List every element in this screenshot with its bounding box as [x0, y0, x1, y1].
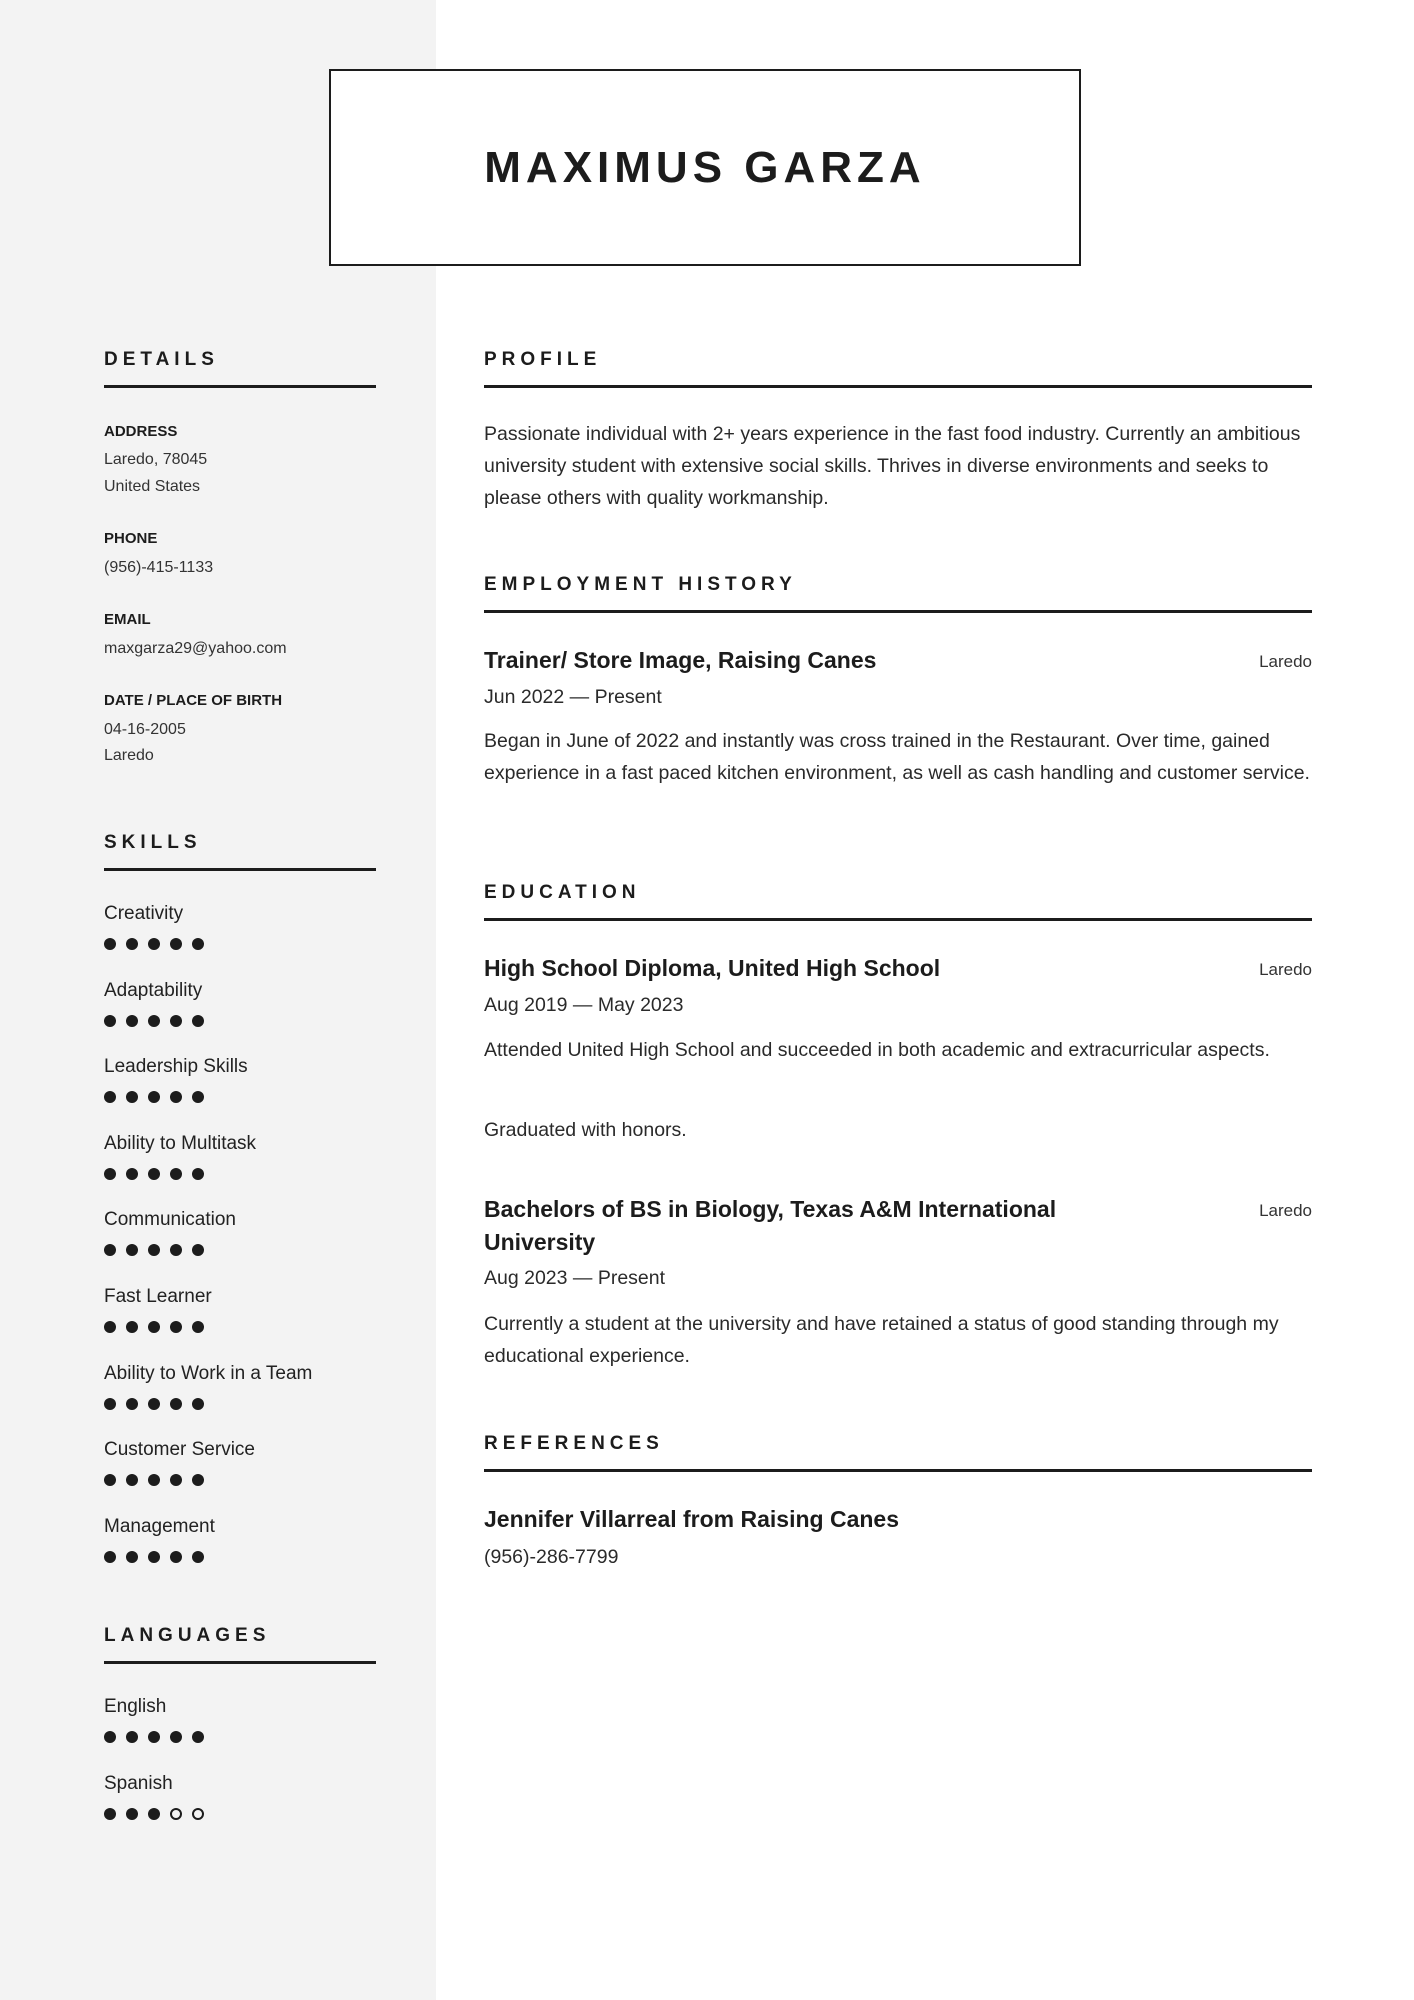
- rating-dot-filled: [170, 1091, 182, 1103]
- rating-dot-filled: [192, 1731, 204, 1743]
- rating-dot-filled: [192, 1551, 204, 1563]
- education-description: Currently a student at the university and have retained a status of good standing through my educational experience.: [484, 1313, 1279, 1367]
- rating-dot-filled: [126, 938, 138, 950]
- education-dates: Aug 2019 — May 2023: [484, 994, 684, 1016]
- references-heading: REFERENCES: [484, 1433, 1312, 1472]
- skill-rating: [104, 1091, 204, 1103]
- rating-dot-filled: [170, 1015, 182, 1027]
- rating-dot-filled: [192, 1321, 204, 1333]
- skill-name: Management: [104, 1515, 215, 1537]
- rating-dot-filled: [126, 1551, 138, 1563]
- rating-dot-filled: [104, 1015, 116, 1027]
- rating-dot-filled: [148, 1398, 160, 1410]
- address-line1: Laredo, 78045: [104, 451, 208, 468]
- rating-dot-filled: [104, 1321, 116, 1333]
- skill-rating: [104, 1474, 204, 1486]
- rating-dot-filled: [126, 1398, 138, 1410]
- rating-dot-filled: [104, 1474, 116, 1486]
- rating-dot-filled: [192, 1091, 204, 1103]
- reference-name: Jennifer Villarreal from Raising Canes: [484, 1506, 900, 1532]
- rating-dot-filled: [104, 1551, 116, 1563]
- skill-rating: [104, 1321, 204, 1333]
- rating-dot-filled: [104, 1808, 116, 1820]
- rating-dot-filled: [148, 1091, 160, 1103]
- language-name: English: [104, 1696, 167, 1717]
- education-location: Laredo: [1259, 1201, 1312, 1220]
- phone-value: (956)-415-1133: [104, 559, 214, 576]
- rating-dot-filled: [148, 1168, 160, 1180]
- name-box: [329, 69, 1081, 266]
- rating-dot-filled: [126, 1321, 138, 1333]
- language-rating: [104, 1808, 204, 1820]
- profile-heading: PROFILE: [484, 349, 1312, 388]
- employment-heading: EMPLOYMENT HISTORY: [484, 574, 1312, 613]
- rating-dot-filled: [104, 1398, 116, 1410]
- rating-dot-filled: [170, 1398, 182, 1410]
- skill-rating: [104, 1244, 204, 1256]
- rating-dot-filled: [104, 1731, 116, 1743]
- skill-rating: [104, 1398, 204, 1410]
- phone-label: PHONE: [104, 530, 158, 547]
- rating-dot-filled: [192, 1168, 204, 1180]
- rating-dot-filled: [126, 1808, 138, 1820]
- skill-rating: [104, 1551, 204, 1563]
- education-dates: Aug 2023 — Present: [484, 1267, 666, 1289]
- rating-dot-filled: [148, 938, 160, 950]
- skill-name: Communication: [104, 1209, 236, 1231]
- birth-label: DATE / PLACE OF BIRTH: [104, 692, 283, 709]
- rating-dot-filled: [192, 1244, 204, 1256]
- language-rating: [104, 1731, 204, 1743]
- email-label: EMAIL: [104, 611, 151, 628]
- rating-dot-filled: [192, 1015, 204, 1027]
- address-label: ADDRESS: [104, 423, 178, 440]
- rating-dot-filled: [170, 1244, 182, 1256]
- skill-name: Ability to Work in a Team: [104, 1362, 313, 1384]
- rating-dot-filled: [192, 1398, 204, 1410]
- rating-dot-filled: [170, 1168, 182, 1180]
- rating-dot-filled: [126, 1015, 138, 1027]
- skill-rating: [104, 1015, 204, 1027]
- rating-dot-filled: [170, 1551, 182, 1563]
- job-dates: Jun 2022 — Present: [484, 686, 662, 708]
- language-name: Spanish: [104, 1773, 173, 1794]
- birth-date: 04-16-2005: [104, 721, 186, 738]
- skills-heading: SKILLS: [104, 832, 376, 871]
- rating-dot-filled: [170, 1321, 182, 1333]
- email-value: maxgarza29@yahoo.com: [104, 640, 287, 657]
- skill-name: Customer Service: [104, 1439, 255, 1461]
- rating-dot-filled: [104, 938, 116, 950]
- details-heading: DETAILS: [104, 349, 376, 388]
- education-location: Laredo: [1259, 960, 1312, 979]
- rating-dot-filled: [126, 1244, 138, 1256]
- skill-rating: [104, 1168, 204, 1180]
- rating-dot-filled: [126, 1731, 138, 1743]
- skill-name: Leadership Skills: [104, 1056, 248, 1078]
- skill-name: Fast Learner: [104, 1286, 212, 1307]
- job-location: Laredo: [1259, 652, 1312, 671]
- rating-dot-filled: [148, 1244, 160, 1256]
- candidate-name: MAXIMUS GARZA: [484, 142, 926, 192]
- rating-dot-filled: [104, 1168, 116, 1180]
- rating-dot-filled: [148, 1808, 160, 1820]
- rating-dot-filled: [148, 1551, 160, 1563]
- rating-dot-filled: [148, 1731, 160, 1743]
- rating-dot-filled: [170, 1474, 182, 1486]
- rating-dot-filled: [148, 1321, 160, 1333]
- languages-heading: LANGUAGES: [104, 1625, 376, 1664]
- reference-phone: (956)-286-7799: [484, 1546, 619, 1568]
- education-title: Bachelors of BS in Biology, Texas A&M International University: [484, 1196, 1057, 1255]
- rating-dot-empty: [170, 1808, 182, 1820]
- skill-name: Ability to Multitask: [104, 1132, 257, 1154]
- sidebar: [0, 0, 436, 2000]
- rating-dot-filled: [126, 1474, 138, 1486]
- rating-dot-filled: [148, 1015, 160, 1027]
- skill-name: Adaptability: [104, 979, 203, 1001]
- rating-dot-filled: [104, 1091, 116, 1103]
- rating-dot-filled: [170, 1731, 182, 1743]
- rating-dot-empty: [192, 1808, 204, 1820]
- rating-dot-filled: [192, 938, 204, 950]
- rating-dot-filled: [192, 1474, 204, 1486]
- profile-text: Passionate individual with 2+ years experience in the fast food industry. Currently an ambitious university student with extensive social skills. Thrives in diverse environments and seeks to please others with quality workmanship.: [484, 423, 1301, 509]
- job-title: Trainer/ Store Image, Raising Canes: [484, 647, 877, 673]
- job-description: Began in June of 2022 and instantly was cross trained in the Restaurant. Over time, gained experience in a fast paced kitchen environment, as well as cash handling and customer service.: [484, 730, 1310, 784]
- address-line2: United States: [104, 478, 201, 495]
- education-heading: EDUCATION: [484, 882, 1312, 921]
- skill-name: Creativity: [104, 903, 184, 924]
- rating-dot-filled: [126, 1168, 138, 1180]
- rating-dot-filled: [148, 1474, 160, 1486]
- education-title: High School Diploma, United High School: [484, 955, 941, 981]
- birth-place: Laredo: [104, 747, 154, 764]
- education-description: Attended United High School and succeeded in both academic and extracurricular aspects.: [484, 1039, 1270, 1061]
- skill-rating: [104, 938, 204, 950]
- education-note: Graduated with honors.: [484, 1119, 687, 1141]
- rating-dot-filled: [126, 1091, 138, 1103]
- rating-dot-filled: [170, 938, 182, 950]
- rating-dot-filled: [104, 1244, 116, 1256]
